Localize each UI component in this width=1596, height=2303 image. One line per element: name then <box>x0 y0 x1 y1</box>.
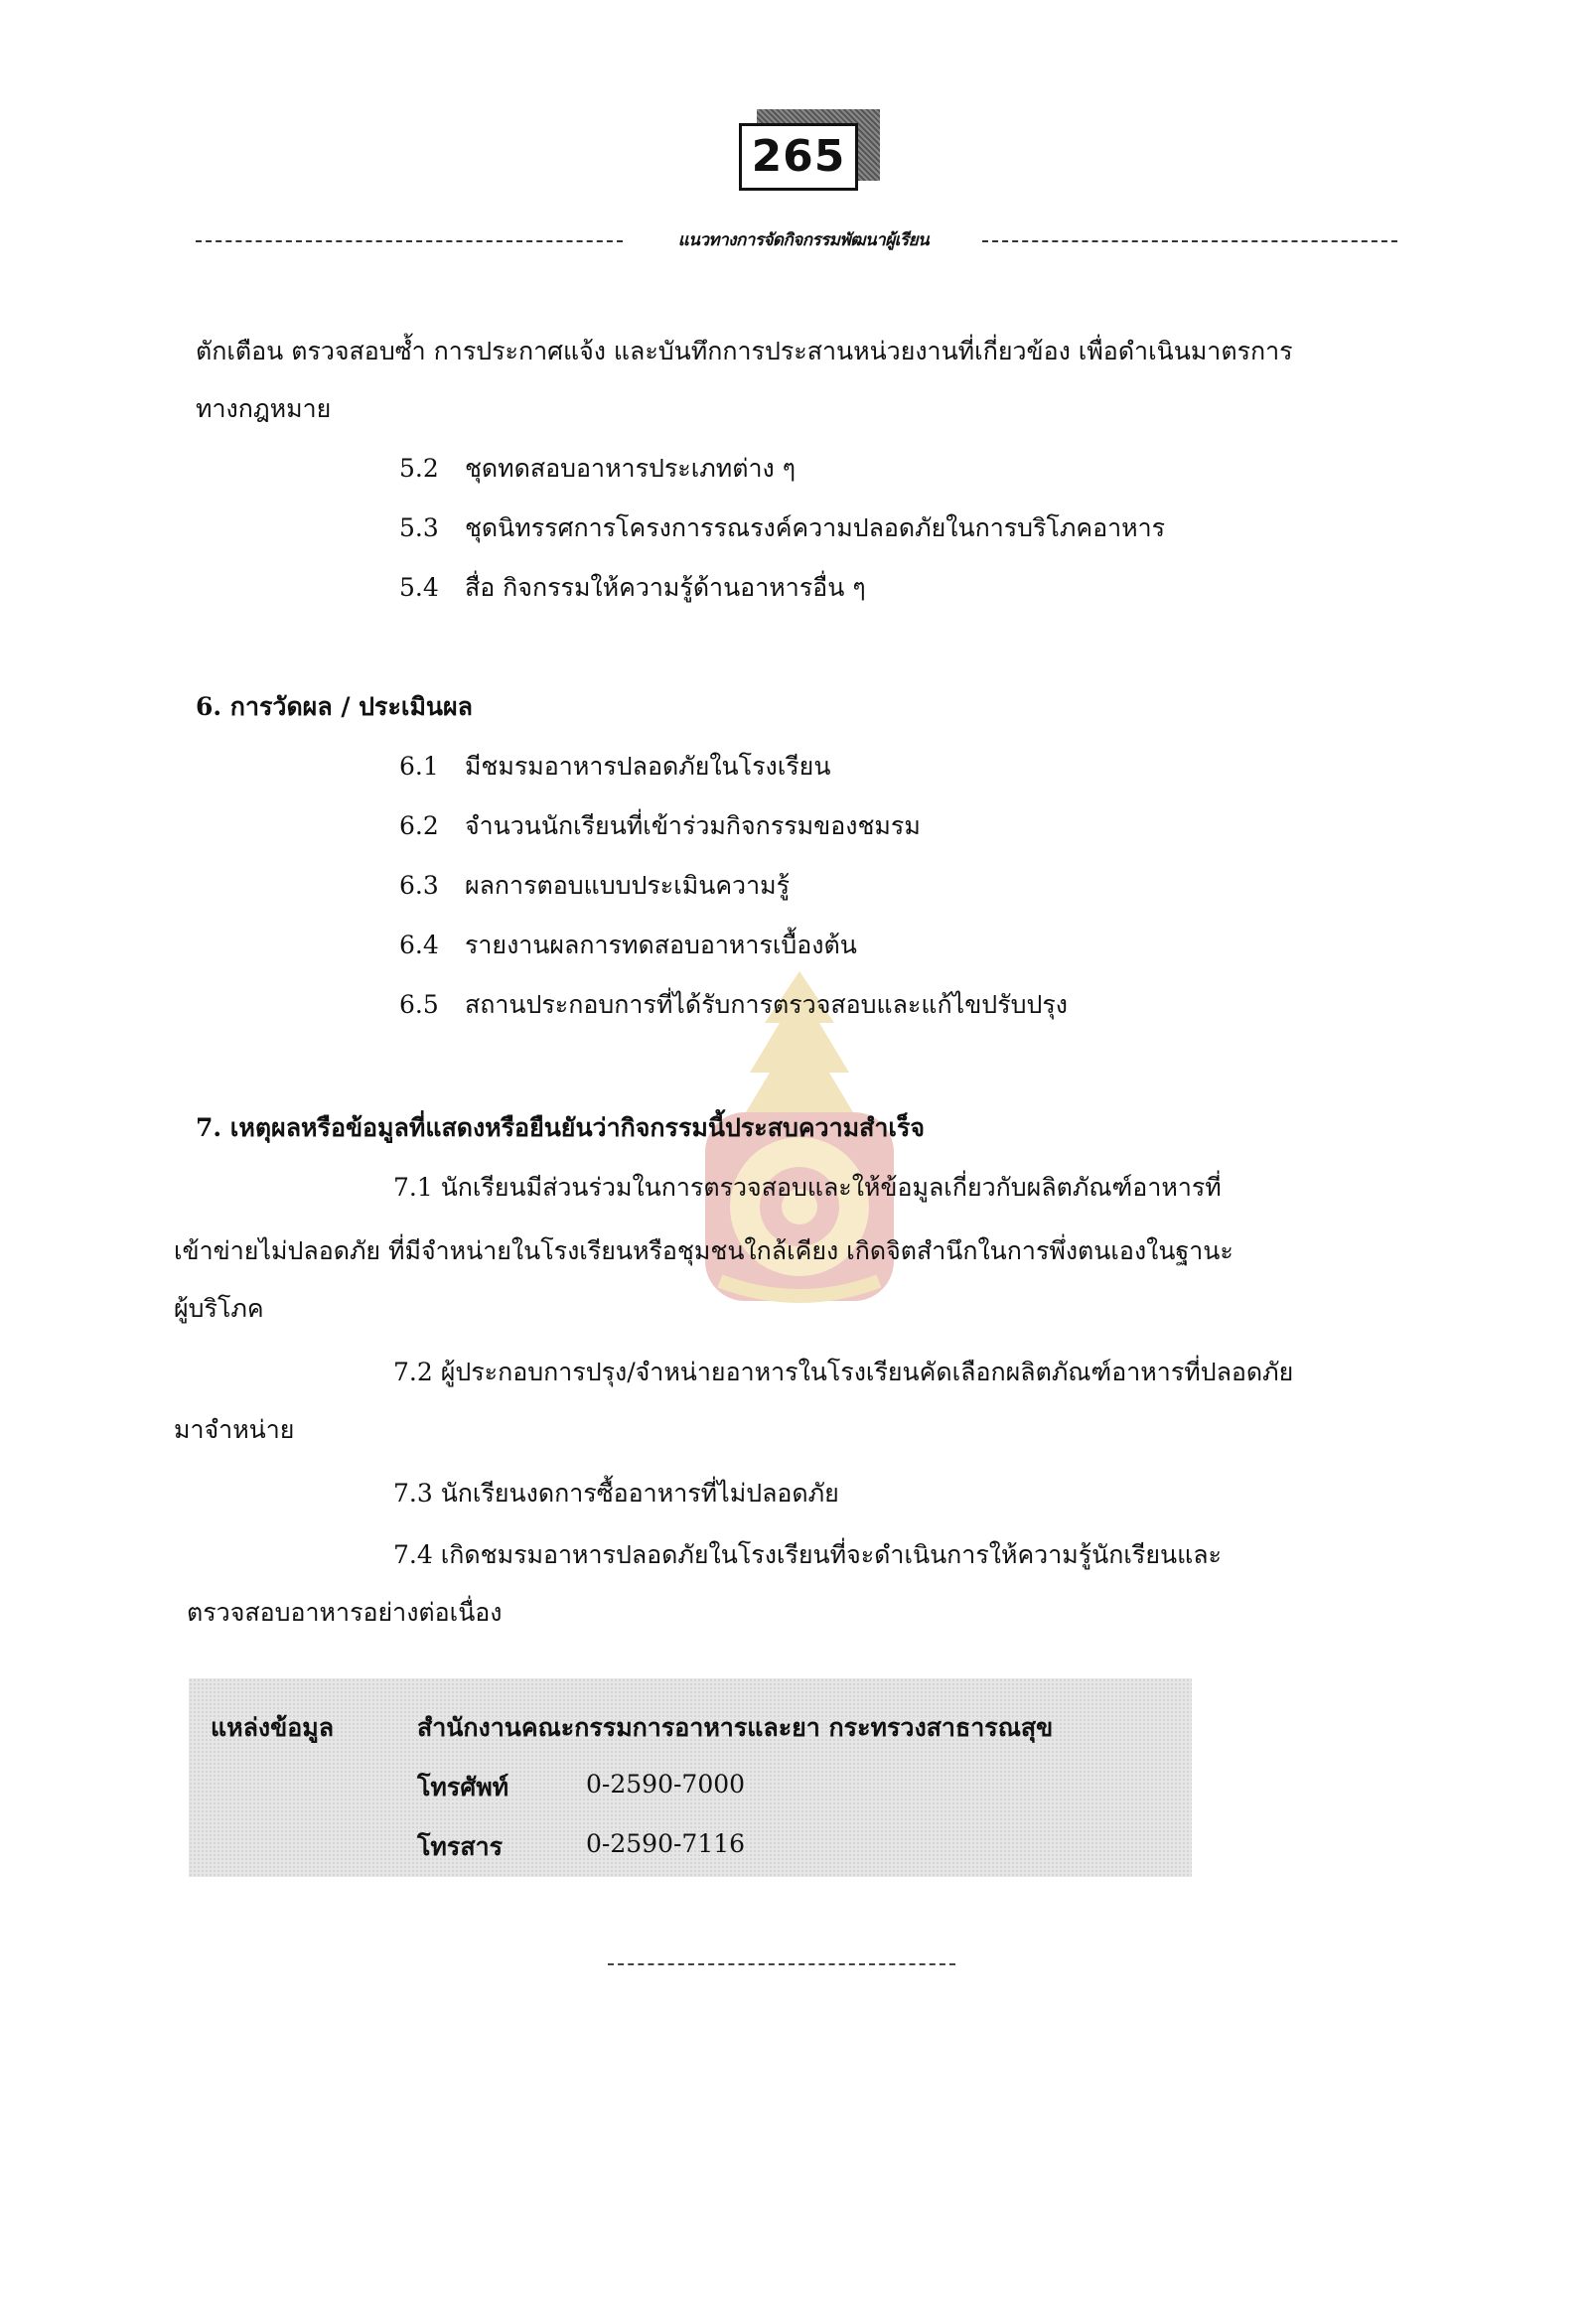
item-number: 5.2 <box>399 454 439 483</box>
list-item <box>399 866 790 906</box>
paragraph-7-2-line-2: มาจำหน่าย <box>174 1415 295 1444</box>
item-number: 6.5 <box>399 990 439 1019</box>
list-item <box>399 508 1165 548</box>
paragraph-7-4-line-1: 7.4 เกิดชมรมอาหารปลอดภัยในโรงเรียนที่จะดำเนินการให้ความรู้นักเรียนและ <box>393 1540 1222 1569</box>
section-7-heading: 7. เหตุผลหรือข้อมูลที่แสดงหรือยืนยันว่ากิจกรรมนี้ประสบความสำเร็จ <box>196 1113 926 1142</box>
item-number: 6.4 <box>399 931 439 959</box>
header-rule-left <box>196 240 623 242</box>
list-item <box>399 926 857 965</box>
item-number: 5.3 <box>399 513 439 542</box>
running-header <box>196 226 1397 254</box>
phone-number: 0-2590-7000 <box>586 1770 746 1799</box>
source-box <box>189 1678 1192 1877</box>
item-text: สื่อ กิจกรรมให้ความรู้ด้านอาหารอื่น ๆ <box>464 573 866 602</box>
list-item <box>399 806 921 846</box>
list-item <box>399 985 1068 1025</box>
end-divider <box>608 1963 955 1965</box>
section-6-heading: 6. การวัดผล / ประเมินผล <box>196 692 473 721</box>
intro-line-2: ทางกฎหมาย <box>196 394 332 423</box>
item-text: ผลการตอบแบบประเมินความรู้ <box>464 871 791 900</box>
paragraph-7-1-line-1: 7.1 นักเรียนมีส่วนร่วมในการตรวจสอบและให้ข้อมูลเกี่ยวกับผลิตภัณฑ์อาหารที่ <box>393 1173 1222 1202</box>
phone-label: โทรศัพท์ <box>417 1773 509 1801</box>
paragraph-7-1-line-3: ผู้บริโภค <box>174 1294 264 1323</box>
list-item <box>399 449 796 489</box>
item-number: 6.3 <box>399 871 439 900</box>
item-text: สถานประกอบการที่ได้รับการตรวจสอบและแก้ไขปรับปรุง <box>464 990 1068 1019</box>
paragraph-7-1-line-2: เข้าข่ายไม่ปลอดภัย ที่มีจำหน่ายในโรงเรียนหรือชุมชนใกล้เคียง เกิดจิตสำนึกในการพึ่งตนเองในฐานะ <box>174 1236 1233 1265</box>
page-number: 265 <box>739 123 858 191</box>
item-text: ชุดนิทรรศการโครงการรณรงค์ความปลอดภัยในการบริโภคอาหาร <box>464 513 1166 542</box>
fax-label: โทรสาร <box>417 1832 504 1861</box>
list-item <box>399 568 866 608</box>
fax-number: 0-2590-7116 <box>586 1829 746 1858</box>
paragraph-7-4-line-2: ตรวจสอบอาหารอย่างต่อเนื่อง <box>187 1598 503 1627</box>
paragraph-7-2-line-1: 7.2 ผู้ประกอบการปรุง/จำหน่ายอาหารในโรงเรียนคัดเลือกผลิตภัณฑ์อาหารที่ปลอดภัย <box>393 1358 1294 1386</box>
item-number: 6.1 <box>399 752 439 781</box>
list-item <box>399 747 830 787</box>
header-title: แนวทางการจัดกิจกรรมพัฒนาผู้เรียน <box>677 230 930 250</box>
item-text: ชุดทดสอบอาหารประเภทต่าง ๆ <box>464 454 797 483</box>
header-rule-right <box>982 240 1397 242</box>
source-org: สำนักงานคณะกรรมการอาหารและยา กระทรวงสาธารณสุข <box>417 1713 1054 1742</box>
item-text: รายงานผลการทดสอบอาหารเบื้องต้น <box>464 931 857 959</box>
item-number: 6.2 <box>399 811 439 840</box>
item-number: 5.4 <box>399 573 439 602</box>
source-label: แหล่งข้อมูล <box>211 1713 335 1742</box>
item-text: จำนวนนักเรียนที่เข้าร่วมกิจกรรมของชมรม <box>464 811 921 840</box>
item-text: มีชมรมอาหารปลอดภัยในโรงเรียน <box>464 752 831 781</box>
intro-line-1: ตักเตือน ตรวจสอบซ้ำ การประกาศแจ้ง และบันทึกการประสานหน่วยงานที่เกี่ยวข้อง เพื่อดำเนินมาตรการ <box>196 337 1293 365</box>
paragraph-7-3-line-1: 7.3 นักเรียนงดการซื้ออาหารที่ไม่ปลอดภัย <box>393 1479 839 1508</box>
